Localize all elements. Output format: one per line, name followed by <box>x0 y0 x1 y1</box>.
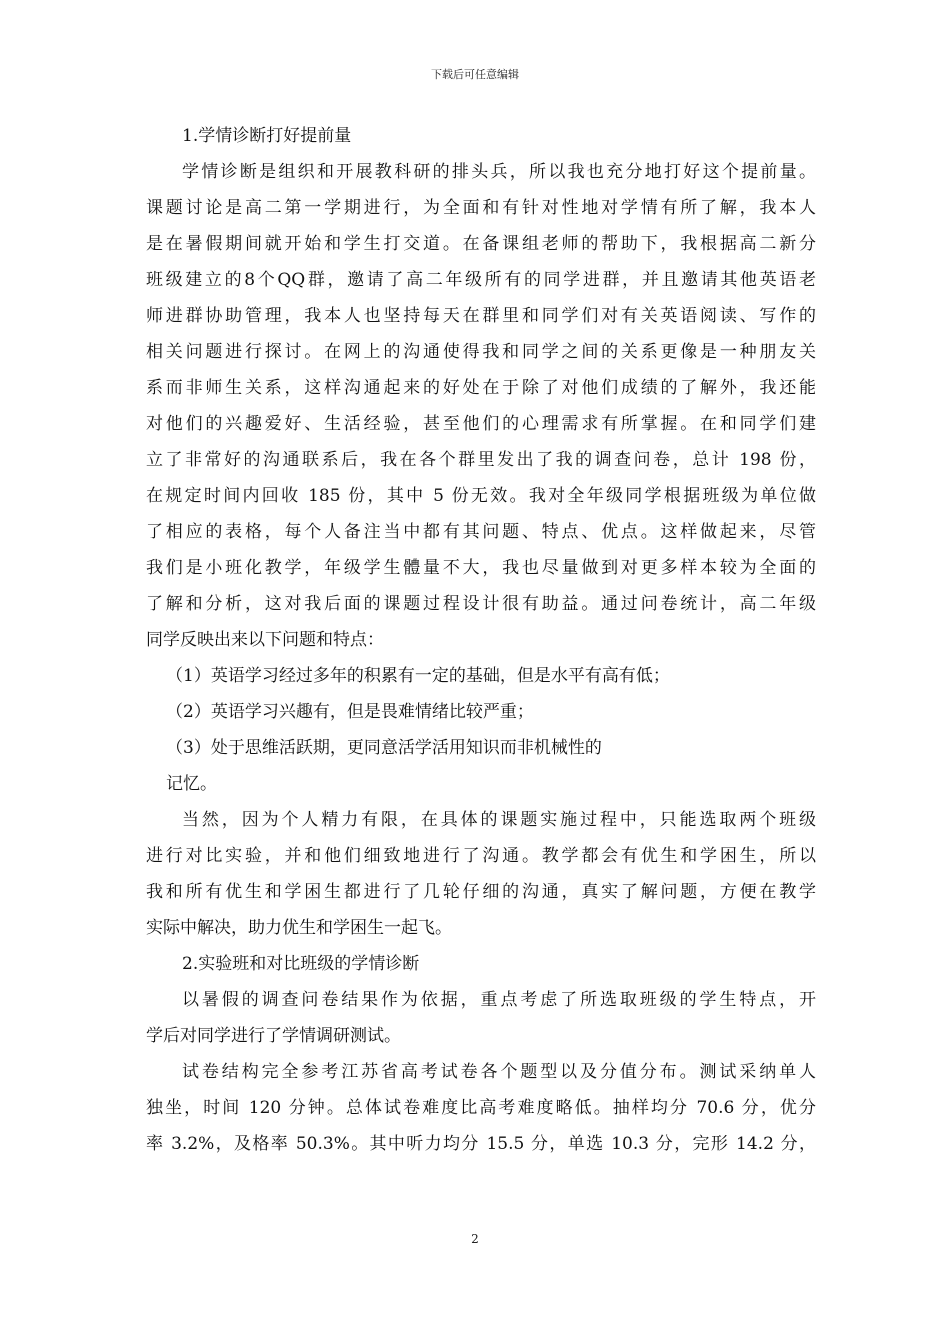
paragraph-line: 是在暑假期间就开始和学生打交道。在备课组老师的帮助下，我根据高二新分 <box>146 234 816 254</box>
paragraph-line: 当然，因为个人精力有限，在具体的课题实施过程中，只能选取两个班级 <box>182 810 816 830</box>
list-item: （3）处于思维活跃期，更同意活学活用知识而非机械性的 <box>166 738 602 758</box>
paragraph-line: 了解和分析，这对我后面的课题过程设计很有助益。通过问卷统计，高二年级 <box>146 594 816 614</box>
paragraph-line: 进行对比实验，并和他们细致地进行了沟通。教学都会有优生和学困生，所以 <box>146 846 816 866</box>
list-item: （2）英语学习兴趣有，但是畏难情绪比较严重； <box>166 702 534 722</box>
paragraph-line: 我和所有优生和学困生都进行了几轮仔细的沟通，真实了解问题，方便在教学 <box>146 882 816 902</box>
list-item: （1）英语学习经过多年的积累有一定的基础，但是水平有高有低； <box>166 666 670 686</box>
paragraph-line: 在规定时间内回收 185 份，其中 5 份无效。我对全年级同学根据班级为单位做 <box>146 486 816 506</box>
paragraph-line: 同学反映出来以下问题和特点： <box>146 630 384 650</box>
page-header: 下载后可任意编辑 <box>431 68 519 81</box>
paragraph-line: 系而非师生关系，这样沟通起来的好处在于除了对他们成绩的了解外，我还能 <box>146 378 816 398</box>
paragraph-line: 对他们的兴趣爱好、生活经验，甚至他们的心理需求有所掌握。在和同学们建 <box>146 414 816 434</box>
section-heading: 1.学情诊断打好提前量 <box>182 126 352 146</box>
page-number: 2 <box>471 1232 479 1246</box>
paragraph-line: 独坐，时间 120 分钟。总体试卷难度比高考难度略低。抽样均分 70.6 分，优分 <box>146 1098 816 1118</box>
section-heading: 2.实验班和对比班级的学情诊断 <box>182 954 420 974</box>
paragraph-line: 实际中解决，助力优生和学困生一起飞。 <box>146 918 452 938</box>
paragraph-line: 了相应的表格，每个人备注当中都有其问题、特点、优点。这样做起来，尽管 <box>146 522 816 542</box>
paragraph-line: 以暑假的调查问卷结果作为依据，重点考虑了所选取班级的学生特点，开 <box>182 990 816 1010</box>
paragraph-line: 学后对同学进行了学情调研测试。 <box>146 1026 401 1046</box>
list-item-continuation: 记忆。 <box>166 774 217 794</box>
paragraph-line: 立了非常好的沟通联系后，我在各个群里发出了我的调查问卷，总计 198 份， <box>146 450 816 470</box>
document-body <box>146 118 816 1162</box>
paragraph-line: 试卷结构完全参考江苏省高考试卷各个题型以及分值分布。测试采纳单人 <box>182 1062 816 1082</box>
paragraph-line: 师进群协助管理，我本人也坚持每天在群里和同学们对有关英语阅读、写作的 <box>146 306 816 326</box>
paragraph-line: 率 3.2%，及格率 50.3%。其中听力均分 15.5 分，单选 10.3 分，完形 14.2 分， <box>146 1134 816 1154</box>
paragraph-line: 相关问题进行探讨。在网上的沟通使得我和同学之间的关系更像是一种朋友关 <box>146 342 816 362</box>
paragraph-line: 学情诊断是组织和开展教科研的排头兵，所以我也充分地打好这个提前量。 <box>182 162 816 182</box>
paragraph-line: 我们是小班化教学，年级学生體量不大，我也尽量做到对更多样本较为全面的 <box>146 558 816 578</box>
paragraph-line: 班级建立的8个QQ群，邀请了高二年级所有的同学进群，并且邀请其他英语老 <box>146 270 816 290</box>
paragraph-line: 课题讨论是高二第一学期进行，为全面和有针对性地对学情有所了解，我本人 <box>146 198 816 218</box>
